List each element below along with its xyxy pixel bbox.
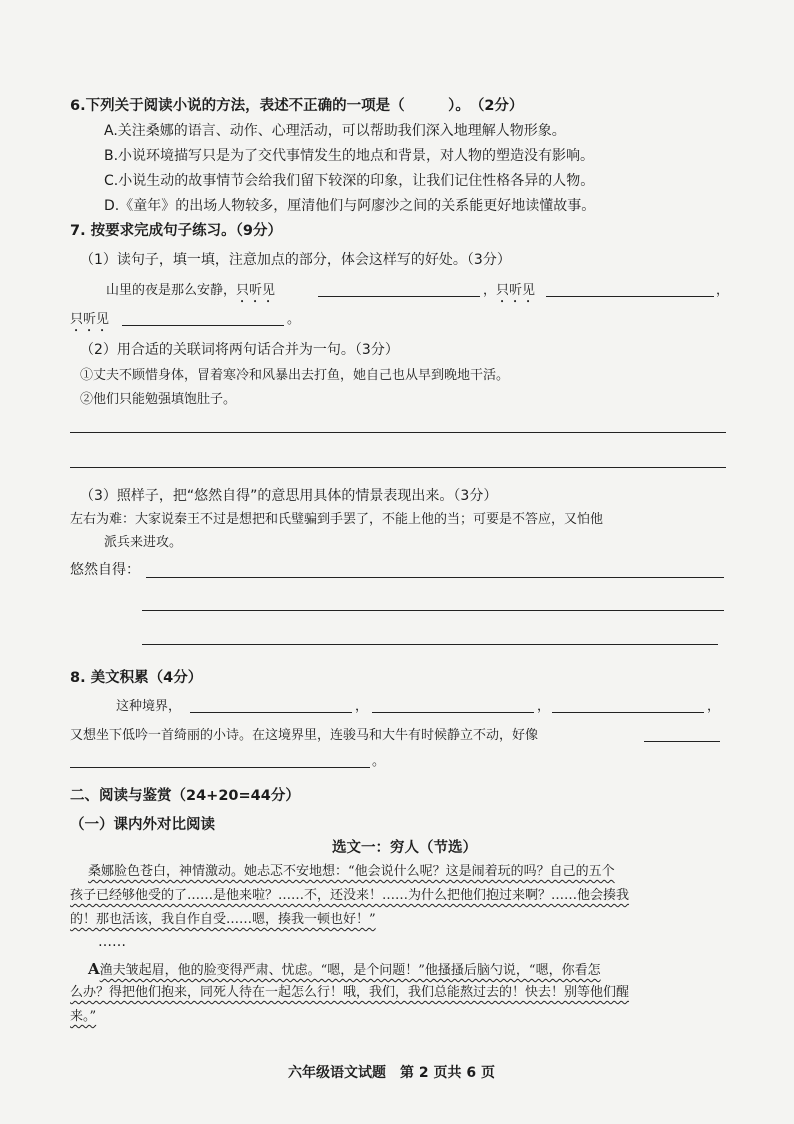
q8-blank-4[interactable] [644, 741, 720, 742]
q7-part1-line1-start: 山里的夜是那么安静，只听见 [106, 283, 276, 298]
q8-blank-1[interactable] [190, 712, 352, 713]
q8-end-mark: 。 [372, 754, 386, 769]
q7-part2-answer-line-1[interactable] [70, 432, 726, 433]
q7-part3-prompt: （3）照样子，把“悠然自得”的意思用具体的情景表现出来。（3分） [80, 488, 498, 504]
section2-title: 二、阅读与鉴赏（24+20=44分） [70, 788, 300, 804]
q7-part1-comma-2: ， [716, 283, 730, 298]
q7-title: 7. 按要求完成句子练习。（9分） [70, 223, 282, 239]
q7-part1-blank-3[interactable] [122, 325, 284, 326]
page-footer: 六年级语文试题 第 2 页共 6 页 [288, 1065, 495, 1081]
q7-part2-sentence-1: ①丈夫不顾惜身体，冒着寒冷和风暴出去打鱼，她自己也从早到晚地干活。 [80, 368, 510, 383]
passage-1-line-1: 桑娜脸色苍白，神情激动。她忐忑不安地想：“他会说什么呢？这是闹着玩的吗？自己的五个 [88, 864, 615, 879]
q8-comma-3: ， [707, 699, 721, 714]
q8-blank-2[interactable] [372, 712, 534, 713]
q7-part1-blank-2[interactable] [546, 296, 714, 297]
q7-part3-answer-line-1[interactable] [146, 577, 724, 578]
q7-part3-example-line-1: 左右为难：大家说秦王不过是想把和氏璧骗到手罢了，不能上他的当；可要是不答应，又怕他 [70, 512, 604, 527]
passage-mark-a: A [88, 960, 100, 978]
q7-part3-answer-line-3[interactable] [142, 644, 718, 645]
q6-option-b: B.小说环境描写只是为了交代事情发生的地点和背景，对人物的塑造没有影响。 [104, 148, 595, 164]
q8-blank-5[interactable] [70, 767, 370, 768]
q7-part3-answer-line-2[interactable] [142, 610, 724, 611]
q6-option-a: A.关注桑娜的语言、动作、心理活动，可以帮助我们深入地理解人物形象。 [104, 123, 566, 139]
passage-title: 选文一：穷人（节选） [332, 840, 477, 856]
q7-part1-blank-1[interactable] [318, 296, 480, 297]
q6-option-c: C.小说生动的故事情节会给我们留下较深的印象，让我们记住性格各异的人物。 [104, 173, 595, 189]
passage-2-line-3: 来。” [70, 1009, 97, 1024]
q8-blank-3[interactable] [552, 712, 704, 713]
q8-title: 8. 美文积累（4分） [70, 670, 203, 686]
q7-part2-prompt: （2）用合适的关联词将两句话合并为一句。（3分） [80, 342, 399, 358]
q7-part1-line2-start [70, 310, 109, 335]
q7-part2-sentence-2: ②他们只能勉强填饱肚子。 [80, 392, 237, 407]
q7-part1-end-mark: 。 [287, 312, 301, 327]
q8-comma-2: ， [537, 699, 551, 714]
section2-subtitle: （一）课内外对比阅读 [70, 817, 215, 833]
q8-line1-start: 这种境界， [116, 699, 182, 714]
q7-part1-comma: ，只听见 [483, 283, 536, 298]
passage-1-line-2: 孩子已经够他受的了……是他来啦？……不，还没来！……为什么把他们抱过来啊？……他会揍我 [70, 888, 630, 903]
q7-part3-example-line-2: 派兵来进攻。 [104, 535, 183, 550]
passage-ellipsis: …… [98, 934, 126, 950]
passage-2-line-1: A渔夫皱起眉，他的脸变得严肃、忧虑。“嗯，是个问题！”他搔搔后脑勺说，“嗯，你看怎 [88, 960, 601, 978]
passage-1-line-3: 的！那也活该，我自作自受……嗯，揍我一顿也好！” [70, 912, 376, 927]
q7-part3-label: 悠然自得： [70, 562, 140, 578]
q7-part1-prompt: （1）读句子，填一填，注意加点的部分，体会这样写的好处。（3分） [80, 252, 511, 268]
q7-part2-answer-line-2[interactable] [70, 467, 726, 468]
q6-option-d: D.《童年》的出场人物较多，厘清他们与阿廖沙之间的关系能更好地读懂故事。 [104, 198, 596, 214]
dotted-phrase: 只听见 [70, 312, 110, 327]
q6-stem: 6.下列关于阅读小说的方法，表述不正确的一项是（ ）。 （2分） [70, 98, 524, 114]
q8-comma-1: ， [355, 699, 369, 714]
passage-2-line-2: 么办？得把他们抱来，同死人待在一起怎么行！哦，我们，我们总能熬过去的！快去！别等他们醒 [70, 985, 630, 1000]
q8-line2: 又想坐下低吟一首绮丽的小诗。在这境界里，连骏马和大牛有时候静立不动，好像 [70, 728, 539, 743]
dotted-phrase: 只听见 [496, 283, 536, 298]
dotted-phrase: 只听见 [236, 283, 276, 298]
